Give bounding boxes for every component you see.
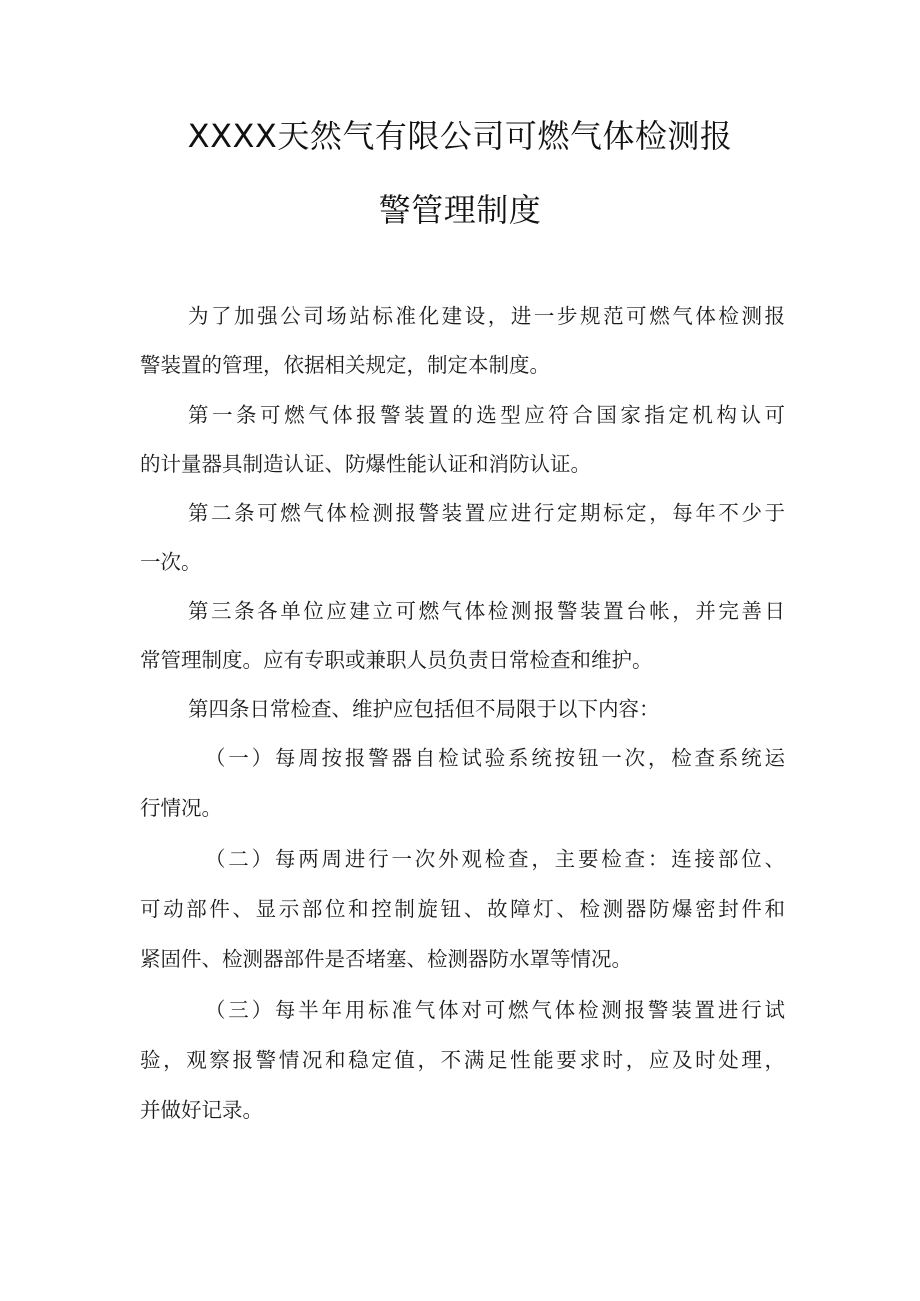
article-1-line-2: 的计量器具制造认证、防爆性能认证和消防认证。 [140,452,591,476]
item-2-line-3: 紧固件、检测器部件是否堵塞、检测器防水罩等情况。 [140,947,632,971]
article-2-line-1: 第二条可燃气体检测报警装置应进行定期标定，每年不少于 [188,501,785,525]
article-1-line-1: 第一条可燃气体报警装置的选型应符合国家指定机构认可 [188,403,785,427]
item-1-line-2: 行情况。 [140,796,222,820]
article-3-line-1: 第三条各单位应建立可燃气体检测报警装置台帐，并完善日 [188,599,785,623]
article-4-line-1: 第四条日常检查、维护应包括但不局限于以下内容： [188,697,660,721]
paragraph-intro-line-1: 为了加强公司场站标准化建设，进一步规范可燃气体检测报 [188,304,785,328]
item-3-line-1: （三）每半年用标准气体对可燃气体检测报警装置进行试 [205,998,785,1022]
paragraph-intro-line-2: 警装置的管理，依据相关规定，制定本制度。 [140,353,550,377]
document-title-line-2: 警管理制度 [378,191,542,229]
item-3-line-2: 验，观察报警情况和稳定值，不满足性能要求时，应及时处理， [140,1048,785,1072]
item-3-line-3: 并做好记录。 [140,1098,263,1122]
item-2-line-2: 可动部件、显示部位和控制旋钮、故障灯、检测器防爆密封件和 [140,897,785,921]
item-2-line-1: （二）每两周进行一次外观检查，主要检查：连接部位、 [205,847,785,871]
article-3-line-2: 常管理制度。应有专职或兼职人员负责日常检查和维护。 [140,648,653,672]
document-title-line-1: XXXX天然气有限公司可燃气体检测报 [187,117,733,155]
article-2-line-2: 一次。 [140,550,202,574]
item-1-line-1: （一）每周按报警器自检试验系统按钮一次，检查系统运 [205,746,785,770]
